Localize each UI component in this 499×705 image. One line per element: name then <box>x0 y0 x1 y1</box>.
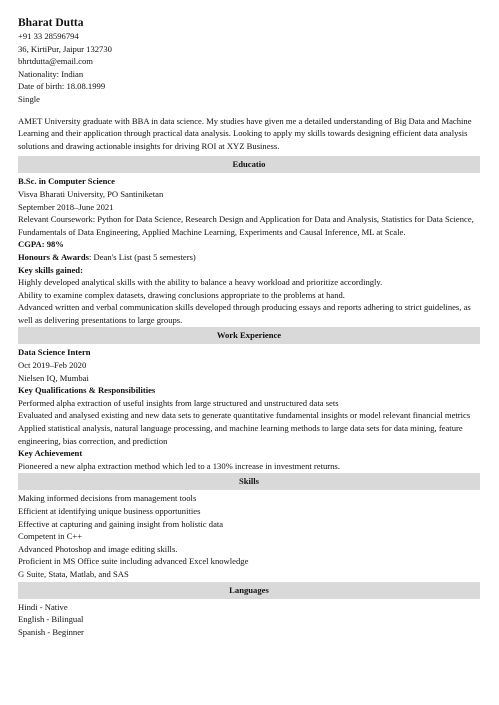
language-item: Spanish - Beginner <box>18 626 84 637</box>
nationality: Nationality: Indian <box>18 68 84 79</box>
contact-block <box>18 16 480 106</box>
marital-status: Single <box>18 93 40 104</box>
professional-summary: AMET University graduate with BBA in data science. My studies have given me a detailed understanding of Big Data and Machine Learning and their application through practical data analysis. Looking to apply my skills towards designing efficient data analysis solutions and drawing actionable insights for driving ROI at XYZ Business. <box>18 115 472 151</box>
skills-section <box>18 492 480 580</box>
skill-item: Advanced Photoshop and image editing skills. <box>18 543 178 554</box>
honours-label: Honours & Awards <box>18 251 89 262</box>
achievement-item: Pioneered a new alpha extraction method which led to a 130% increase in investment returns. <box>18 460 340 471</box>
skill-item: Proficient in MS Office suite including advanced Excel knowledge <box>18 556 249 567</box>
key-skill-item: Highly developed analytical skills with the ability to balance a heavy workload and prioritize accordingly. <box>18 277 383 288</box>
responsibilities-label: Key Qualifications & Responsibilities <box>18 385 156 396</box>
honours-awards <box>18 251 480 264</box>
section-heading-skills: Skills <box>18 473 480 490</box>
email-address: bhrtdutta@email.com <box>18 56 93 67</box>
job-dates: Oct 2019–Feb 2020 <box>18 360 87 371</box>
relevant-coursework: Relevant Coursework: Python for Data Science, Research Design and Application for Data and Analysis, Statistics for Data Science, Fundamentals of Data Engineering, Applied Machine Learning, Experiments and Causal Inference, ML at Scale. <box>18 214 474 237</box>
key-skill-item: Ability to examine complex datasets, drawing conclusions appropriate to the problems at hand. <box>18 289 345 300</box>
skill-item: Effective at capturing and gaining insight from holistic data <box>18 518 224 529</box>
responsibility-item: Performed alpha extraction of useful insights from large structured and unstructured data sets <box>18 397 339 408</box>
languages-section <box>18 601 480 639</box>
work-experience-section <box>18 346 480 472</box>
honours-value: : Dean's List (past 5 semesters) <box>89 251 196 262</box>
key-skill-item: Advanced written and verbal communication skills developed through producing essays and reports adhering to strict guidelines, as well as delivering presentations to large groups. <box>18 302 471 325</box>
phone-number: +91 33 28596794 <box>18 31 79 41</box>
company-name: Nielsen IQ, Mumbai <box>18 372 89 383</box>
date-of-birth: Date of birth: 18.08.1999 <box>18 81 106 92</box>
responsibility-item: Applied statistical analysis, natural language processing, and machine learning methods to large data sets for data mining, feature engineering, bias correction, and prediction <box>18 423 463 446</box>
education-dates: September 2018–June 2021 <box>18 201 114 212</box>
degree-title: B.Sc. in Computer Science <box>18 176 115 187</box>
skill-item: Efficient at identifying unique business opportunities <box>18 506 201 516</box>
responsibility-item: Evaluated and analysed existing and new data sets to generate quantitative fundamental insights or model relevant financial metrics <box>18 410 471 421</box>
education-section <box>18 175 480 326</box>
language-item: Hindi - Native <box>18 601 68 612</box>
skill-item: Competent in C++ <box>18 531 83 542</box>
language-item: English - Bilingual <box>18 614 84 625</box>
address: 36, KirtiPur, Jaipur 132730 <box>18 43 112 54</box>
skill-item: Making informed decisions from management tools <box>18 493 197 504</box>
cgpa: CGPA: 98% <box>18 239 64 250</box>
school-name: Visva Bharati University, PO Santiniketan <box>18 188 164 199</box>
section-heading-education: Educatio <box>18 156 480 173</box>
skill-item: G Suite, Stata, Matlab, and SAS <box>18 568 129 579</box>
section-heading-work-experience: Work Experience <box>18 327 480 344</box>
job-title: Data Science Intern <box>18 347 91 358</box>
candidate-name: Bharat Dutta <box>18 17 84 29</box>
section-heading-languages: Languages <box>18 582 480 599</box>
key-skills-label: Key skills gained: <box>18 264 83 275</box>
achievement-label: Key Achievement <box>18 448 83 459</box>
